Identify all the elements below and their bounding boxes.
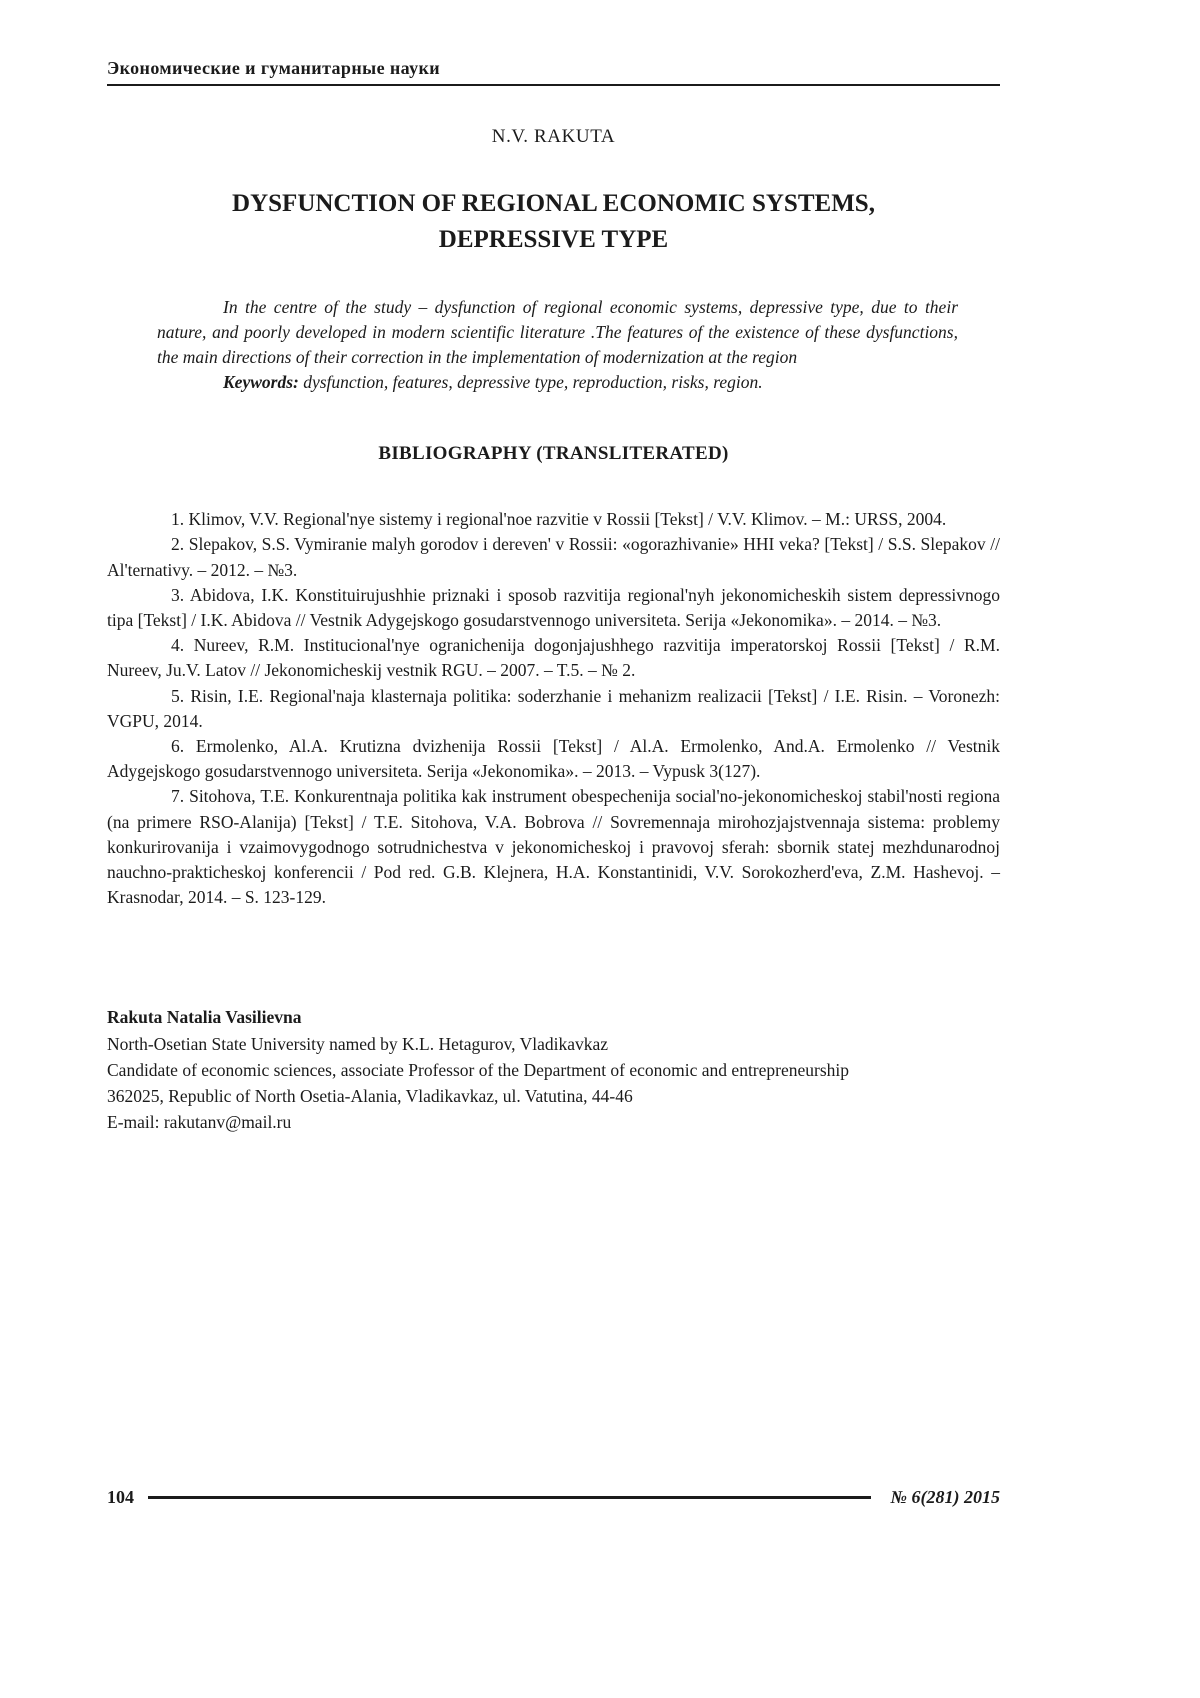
author-address: 362025, Republic of North Osetia-Alania, Vladikavkaz, ul. Vatutina, 44-46 bbox=[107, 1086, 633, 1106]
keywords-label: Keywords: bbox=[223, 372, 299, 393]
paper-title bbox=[107, 186, 1000, 259]
author-email: E-mail: rakutanv@mail.ru bbox=[107, 1112, 292, 1133]
bibliography-item: 7. Sitohova, T.E. Konkurentnaja politika kak instrument obespechenija social'no-jekonomicheskoj stabil'nosti regiona (na primere RSO-Alanija) [Tekst] / T.E. Sitohova, V.A. Bobrova // Sovremennaja mirohozjajstvennaja sistema: problemy konkurirovanija i vzaimovygodnogo sotrudnichestva v jekonomicheskoj i pravovoj sferah: sbornik statej mezhdunarodnoj nauchno-prakticheskoj konferencii / Pod red. G.B. Klejnera, H.A. Konstantinidi, V.V. Sorokozherd'eva, Z.M. Hashevoj. – Krasnodar, 2014. – S. 123-129. bbox=[107, 786, 1000, 908]
page-footer bbox=[107, 1487, 1000, 1508]
footer-issue-number: № 6(281) 2015 bbox=[890, 1487, 1000, 1507]
footer-page-number: 104 bbox=[107, 1487, 134, 1507]
author-position: Candidate of economic sciences, associate Professor of the Department of economic and entrepreneurship bbox=[107, 1059, 850, 1080]
journal-header: Экономические и гуманитарные науки bbox=[107, 58, 1000, 86]
bibliography-item: 4. Nureev, R.M. Institucional'nye ogranichenija dogonjajushhego razvitija imperatorskoj Rossii [Tekst] / R.M. Nureev, Ju.V. Latov // Jekonomicheskij vestnik RGU. – 2007. – T.5. – № 2. bbox=[107, 635, 1000, 681]
paper-title-line-1: DYSFUNCTION OF REGIONAL ECONOMIC SYSTEMS, bbox=[232, 190, 875, 217]
paper-title-line-2: DEPRESSIVE TYPE bbox=[438, 226, 669, 254]
section-heading-bibliography: BIBLIOGRAPHY (TRANSLITERATED) bbox=[378, 443, 729, 465]
bibliography-item: 6. Ermolenko, Al.A. Krutizna dvizhenija Rossii [Tekst] / Al.A. Ermolenko, And.A. Ermolenko // Vestnik Adygejskogo gosudarstvennogo universiteta. Serija «Jekonomika». – 2013. – Vypusk 3(127). bbox=[107, 735, 1000, 782]
bibliography-item: 1. Klimov, V.V. Regional'nye sistemy i regional'noe razvitie v Rossii [Tekst] / V.V. Klimov. – M.: URSS, 2004. bbox=[171, 509, 947, 530]
bibliography-item: 3. Abidova, I.K. Konstituirujushhie priznaki i sposob razvitija regional'nyh jekonomicheskih sistem depressivnogo tipa [Tekst] / I.K. Abidova // Vestnik Adygejskogo gosudarstvennogo universiteta. Serija «Jekonomika». – 2014. – №3. bbox=[107, 584, 1000, 630]
bibliography-item: 2. Slepakov, S.S. Vymiranie malyh gorodov i dereven' v Rossii: «ogorazhivanie» HHI veka? [Tekst] / S.S. Slepakov // Al'ternativy. – 2012. – №3. bbox=[107, 534, 1000, 580]
author-affiliation: North-Osetian State University named by K.L. Hetagurov, Vladikavkaz bbox=[107, 1033, 609, 1054]
abstract-text: In the centre of the study – dysfunction of regional economic systems, depressive type, due to their nature, and poorly developed in modern scientific literature .The features of the existence of these dysfunctions, the main directions of their correction in the implementation of modernization at the region bbox=[157, 296, 958, 367]
bibliography-list bbox=[107, 507, 1000, 910]
author-name: N.V. RAKUTA bbox=[491, 126, 616, 147]
footer-rule bbox=[148, 1496, 871, 1499]
author-info-block bbox=[107, 1004, 1000, 1135]
keywords-line bbox=[157, 370, 958, 395]
author-full-name: Rakuta Natalia Vasilievna bbox=[107, 1007, 302, 1028]
bibliography-item: 5. Risin, I.E. Regional'naja klasternaja politika: soderzhanie i mehanizm realizacii [Tekst] / I.E. Risin. – Voronezh: VGPU, 2014. bbox=[107, 685, 1000, 731]
keywords-text: dysfunction, features, depressive type, reproduction, risks, region. bbox=[298, 372, 763, 393]
abstract-block bbox=[157, 295, 958, 396]
